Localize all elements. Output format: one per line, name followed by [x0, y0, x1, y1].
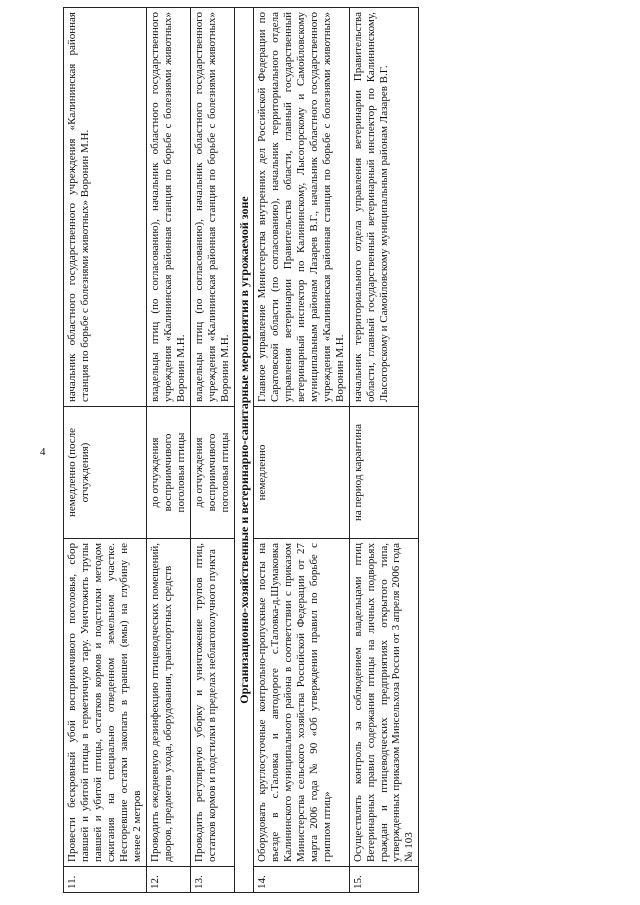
row-number: 12. — [146, 867, 190, 893]
responsible-cell: владельцы птиц (по согласованию), начальник областного государственного учреждения «Калининская районная станция по борьбе с болезнями животных» Воронин М.Н. — [146, 8, 190, 407]
measure-cell: Проводить регулярную уборку и уничтожение трупов птиц, остатков кормов и подстилки в пределах неблагополучного пункта — [190, 539, 234, 867]
term-cell: немедленно — [253, 407, 349, 539]
table-row — [253, 8, 349, 893]
term-cell: немедленно (после отчуждения) — [64, 407, 147, 539]
section-row — [234, 8, 253, 893]
rotated-page-area — [63, 8, 608, 893]
responsible-cell: начальник территориального отдела управления ветеринарии Правительства области, главный государственный ветеринарный инспектор по Калининскому, Лысогорскому и Самойловскому муниципальным районам Лазарев В.Г. — [349, 8, 419, 407]
measure-cell: Проводить ежедневную дезинфекцию птицеводческих помещений, дворов, предметов ухода, оборудования, транспортных средств — [146, 539, 190, 867]
measures-table — [63, 7, 419, 893]
table-row — [190, 8, 234, 893]
section-title: Организационно-хозяйственные и ветеринарно-санитарные мероприятия в угрожаемой зоне — [234, 8, 253, 893]
table-row — [146, 8, 190, 893]
table-row — [64, 8, 147, 893]
responsible-cell: начальник областного государственного учреждения «Калининская районная станция по борьбе с болезнями животных» Воронин М.Н. — [64, 8, 147, 407]
measure-cell: Осуществлять контроль за соблюдением владельцами птиц Ветеринарных правил содержания птицы на личных подворьях граждан и птицеводческих предприятиях открытого типа, утвержденных приказом Минсельхоза России от 3 апреля 2006 года № 103 — [349, 539, 419, 867]
page-number: 4 — [40, 446, 46, 458]
responsible-cell: Главное управление Министерства внутренних дел Российской Федерации по Саратовской области (по согласованию), начальник территориального отдела управления ветеринарии Правительства области, главный государственный ветеринарный инспектор по Калининскому, Лысогорскому и Самойловскому муниципальным районам Лазарев В.Г., начальник областного государственного учреждения «Калининская районная станция по борьбе с болезнями животных» Воронин М.Н. — [253, 8, 349, 407]
row-number: 13. — [190, 867, 234, 893]
responsible-cell: владельцы птиц (по согласованию), начальник областного государственного учреждения «Калининская районная станция по борьбе с болезнями животных» Воронин М.Н. — [190, 8, 234, 407]
term-cell: до отчуждения восприимчивого поголовья птицы — [190, 407, 234, 539]
measure-cell: Оборудовать круглосуточные контрольно-пропускные посты на въезде в с.Таловка и автодороге с.Таловка-д.Шумаковка Калининского муниципального района в соответствии с приказом Министерства сельского хозяйства Российской Федерации от 27 марта 2006 года № 90 «Об утверждении правил по борьбе с гриппом птиц» — [253, 539, 349, 867]
term-cell: до отчуждения восприимчивого поголовья птицы — [146, 407, 190, 539]
row-number: 15. — [349, 867, 419, 893]
measure-cell: Провести бескровный убой восприимчивого поголовья, сбор павшей и убитой птицы в герметичную тару. Уничтожить трупы павшей и убитой птицы, остатков кормов и подстилки методом сжигания на специально отведенном земельном участке. Несгоревшие остатки закопать в траншеи (ямы) на глубину не менее 2 метров — [64, 539, 147, 867]
rotated-table-wrapper — [63, 8, 608, 893]
table-row — [349, 8, 419, 893]
row-number: 14. — [253, 867, 349, 893]
row-number: 11. — [64, 867, 147, 893]
term-cell: на период карантина — [349, 407, 419, 539]
